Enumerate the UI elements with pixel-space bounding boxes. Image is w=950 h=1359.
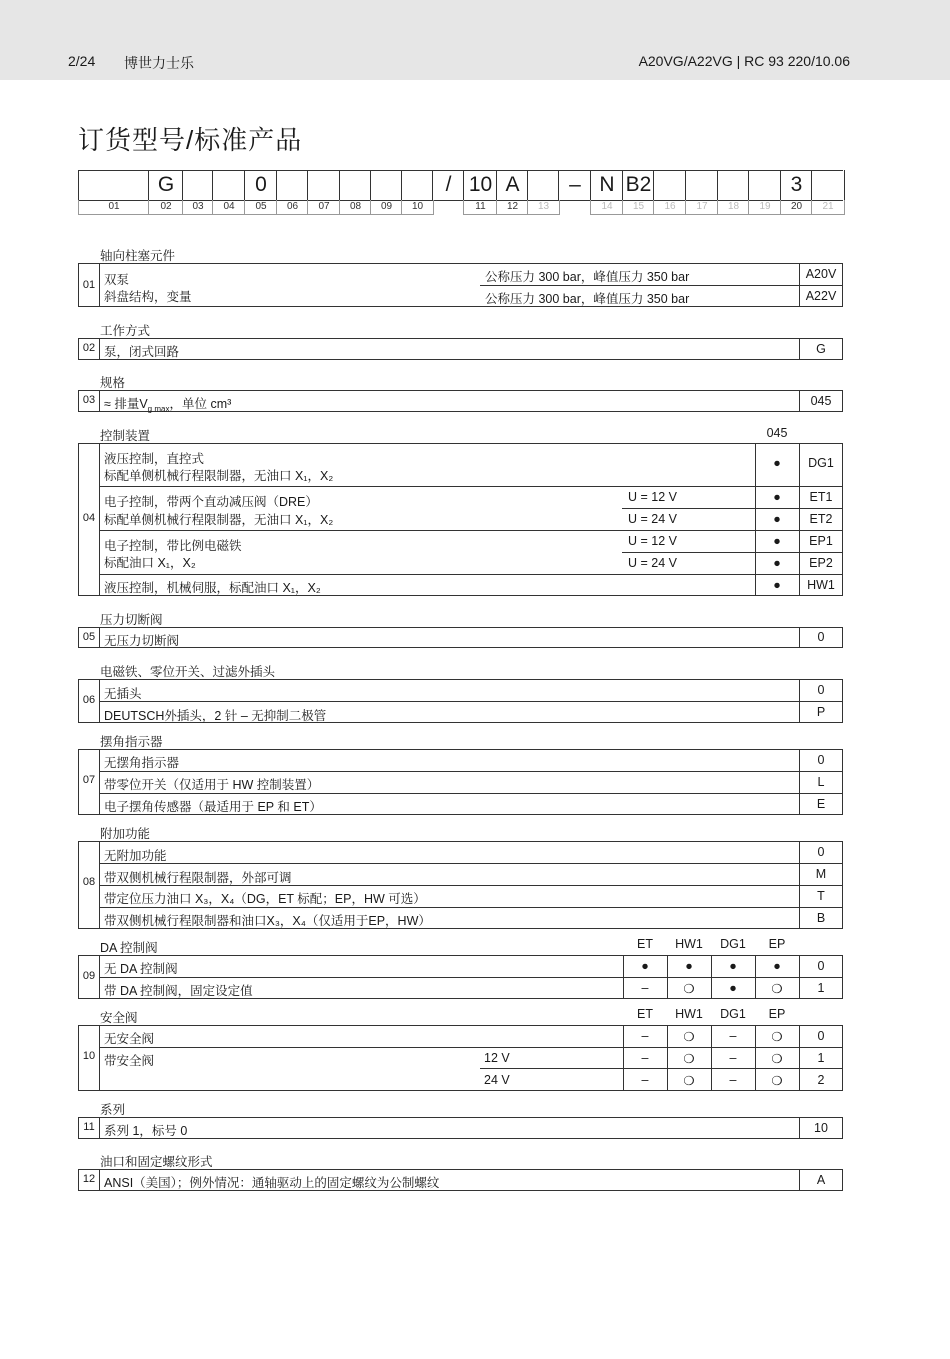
- s04-dg-line1: 液压控制，直控式: [104, 452, 205, 466]
- s09-r2-et: –: [641, 981, 649, 995]
- section-num-01: 01: [82, 279, 96, 291]
- page-header: [0, 0, 950, 80]
- section-num-04: 04: [82, 512, 96, 524]
- code-cell: 10: [463, 170, 497, 200]
- code-index-cell: 15: [622, 200, 654, 215]
- s06-line1: 无插头: [104, 687, 142, 701]
- s04-ep2-dot: ●: [773, 556, 781, 570]
- code-index-cell: 02: [148, 200, 183, 215]
- s08-code-0: 0: [799, 841, 843, 864]
- s08-line2: 带双侧机械行程限制器，外部可调: [104, 871, 292, 885]
- s10-head-et: ET: [637, 1007, 653, 1021]
- s04-ep-line1: 电子控制，带比例电磁铁: [104, 539, 242, 553]
- code-cell: [370, 170, 402, 200]
- code-index-cell: 17: [685, 200, 718, 215]
- section-title-01: 轴向柱塞元件: [100, 249, 176, 263]
- s08-code-m: M: [799, 863, 843, 886]
- s04-et-u1: U = 12 V: [628, 490, 677, 504]
- s04-code-dg1: DG1: [808, 456, 834, 470]
- code-index-cell: 07: [307, 200, 340, 215]
- s07-code-e: E: [799, 793, 843, 815]
- s04-et2-dot: ●: [773, 512, 781, 526]
- s10-voltage-24: 24 V: [484, 1073, 510, 1087]
- s04-hw-line1: 液压控制，机械伺服，标配油口 X₁，X₂: [104, 581, 321, 595]
- s09-head-dg1: DG1: [720, 937, 746, 951]
- s04-hw-dot: ●: [773, 578, 781, 592]
- s03-code: 045: [799, 390, 843, 412]
- s09-head-hw1: HW1: [675, 937, 703, 951]
- code-cell: 3: [780, 170, 812, 200]
- code-cell: [212, 170, 245, 200]
- code-cell: [78, 170, 149, 200]
- s04-col-header: 045: [766, 426, 788, 440]
- s04-et-line2: 标配单侧机械行程限制器，无油口 X₁，X₂: [104, 513, 334, 527]
- section-num-12: 12: [82, 1173, 96, 1185]
- code-index-cell: 13: [527, 200, 560, 215]
- section-num-02: 02: [82, 342, 96, 354]
- code-cell: G: [148, 170, 183, 200]
- s04-et-u2: U = 24 V: [628, 512, 677, 526]
- code-cell: [182, 170, 213, 200]
- section-title-12: 油口和固定螺纹形式: [100, 1155, 213, 1169]
- s10-r2-et: –: [641, 1051, 649, 1065]
- section-num-05: 05: [82, 631, 96, 643]
- code-index-cell: 08: [339, 200, 371, 215]
- section-title-11: 系列: [100, 1103, 126, 1117]
- s10-r3-ep: ❍: [771, 1074, 783, 1088]
- s07-line1: 无摆角指示器: [104, 756, 180, 770]
- section-title-09: DA 控制阀: [100, 941, 158, 955]
- code-cell: B2: [622, 170, 654, 200]
- s09-head-ep: EP: [768, 937, 786, 951]
- section-title-03: 规格: [100, 376, 126, 390]
- s10-voltage-12: 12 V: [484, 1051, 510, 1065]
- s09-r1-ep: ●: [773, 959, 781, 973]
- code-cell: [527, 170, 559, 200]
- code-index-cell: 14: [590, 200, 623, 215]
- s01-line2: 斜盘结构，变量: [104, 290, 192, 304]
- section-title-04: 控制装置: [100, 429, 151, 443]
- page-title: 订货型号/标准产品: [78, 125, 303, 155]
- s11-line1: 系列 1，标号 0: [104, 1124, 188, 1138]
- section-title-02: 工作方式: [100, 324, 151, 338]
- s04-ep-line2: 标配油口 X₁，X₂: [104, 556, 196, 570]
- code-index-cell: 19: [748, 200, 781, 215]
- s01-line1: 双泵: [104, 273, 130, 287]
- code-cell: –: [558, 170, 591, 200]
- s04-dg-line2: 标配单侧机械行程限制器，无油口 X₁，X₂: [104, 469, 334, 483]
- code-cell: [685, 170, 718, 200]
- s09-r2-dg1: ●: [729, 981, 737, 995]
- s12-line1: ANSI（美国）；例外情况：通轴驱动上的固定螺纹为公制螺纹: [104, 1176, 440, 1190]
- code-cell: 0: [244, 170, 277, 200]
- s10-head-hw1: HW1: [675, 1007, 703, 1021]
- section-num-11: 11: [83, 1121, 95, 1133]
- code-cell: /: [432, 170, 464, 200]
- s10-r1-hw1: ❍: [683, 1030, 695, 1044]
- s10-r3-hw1: ❍: [683, 1074, 695, 1088]
- code-index-cell: 05: [244, 200, 277, 215]
- s06-code-0: 0: [799, 679, 843, 702]
- s04-code-hw1: HW1: [807, 578, 835, 592]
- section-title-06: 电磁铁、零位开关、过滤外插头: [100, 665, 276, 679]
- s01-row2-text: 公称压力 300 bar，峰值压力 350 bar: [485, 292, 690, 306]
- code-index-cell: 09: [370, 200, 402, 215]
- s06-line2: DEUTSCH外插头，2 针 – 无抑制二极管: [104, 709, 327, 723]
- company-name: 博世力士乐: [124, 55, 194, 71]
- s04-code-et1: ET1: [809, 490, 833, 504]
- s10-r1-dg1: –: [729, 1029, 737, 1043]
- s10-line1: 无安全阀: [104, 1032, 155, 1046]
- code-index-cell: 12: [496, 200, 528, 215]
- s10-r2-dg1: –: [729, 1051, 737, 1065]
- code-index-cell: 18: [717, 200, 749, 215]
- section-title-05: 压力切断阀: [100, 613, 163, 627]
- s05-code: 0: [799, 627, 843, 648]
- s02-line1: 泵，闭式回路: [104, 345, 180, 359]
- s09-r1-dg1: ●: [729, 959, 737, 973]
- section-num-10: 10: [82, 1050, 96, 1062]
- s10-head-ep: EP: [768, 1007, 786, 1021]
- s12-code: A: [799, 1169, 843, 1191]
- s02-code: G: [799, 338, 843, 360]
- s10-code-1: 1: [817, 1051, 825, 1065]
- s09-line2: 带 DA 控制阀，固定设定值: [104, 984, 253, 998]
- s10-r2-ep: ❍: [771, 1052, 783, 1066]
- s04-ep1-dot: ●: [773, 534, 781, 548]
- section-title-07: 摆角指示器: [100, 735, 163, 749]
- s04-et1-dot: ●: [773, 490, 781, 504]
- code-cell: [811, 170, 845, 200]
- s10-code-2: 2: [817, 1073, 825, 1087]
- code-cell: A: [496, 170, 528, 200]
- code-index-cell: 10: [401, 200, 434, 215]
- s07-line3: 电子摆角传感器（最适用于 EP 和 ET）: [104, 800, 322, 814]
- code-index-cell: 11: [463, 200, 497, 215]
- s08-code-t: T: [799, 885, 843, 908]
- doc-reference: A20VG/A22VG | RC 93 220/10.06: [638, 53, 850, 69]
- code-cell: [653, 170, 686, 200]
- s01-code-a22v: A22V: [799, 285, 843, 307]
- s09-r1-hw1: ●: [685, 959, 693, 973]
- code-index-cell: 21: [811, 200, 845, 215]
- s07-code-0: 0: [799, 749, 843, 772]
- s07-code-l: L: [799, 771, 843, 794]
- s10-r1-ep: ❍: [771, 1030, 783, 1044]
- s08-line3: 带定位压力油口 X₃，X₄（DG，ET 标配；EP，HW 可选）: [104, 892, 426, 906]
- code-cell: [276, 170, 308, 200]
- code-index-cell: 20: [780, 200, 812, 215]
- section-num-08: 08: [82, 876, 96, 888]
- section-num-07: 07: [82, 774, 96, 786]
- s04-dg-dot: ●: [773, 456, 781, 470]
- code-cell: N: [590, 170, 623, 200]
- s07-line2: 带零位开关（仅适用于 HW 控制装置）: [104, 778, 320, 792]
- section-title-08: 附加功能: [100, 827, 151, 841]
- s11-code: 10: [799, 1117, 843, 1139]
- s04-et-line1: 电子控制，带两个直动减压阀（DRE）: [104, 495, 318, 509]
- section-num-03: 03: [82, 394, 96, 406]
- s08-code-b: B: [799, 907, 843, 929]
- s10-head-dg1: DG1: [720, 1007, 746, 1021]
- code-cell: [748, 170, 781, 200]
- section-title-10: 安全阀: [100, 1011, 138, 1025]
- s10-code-0: 0: [817, 1029, 825, 1043]
- code-index-cell: 01: [78, 200, 149, 215]
- s01-row1-text: 公称压力 300 bar，峰值压力 350 bar: [485, 270, 690, 284]
- s08-line1: 无附加功能: [104, 849, 167, 863]
- s09-line1: 无 DA 控制阀: [104, 962, 178, 976]
- s10-line2: 带安全阀: [104, 1054, 155, 1068]
- s10-r1-et: –: [641, 1029, 649, 1043]
- s09-head-et: ET: [637, 937, 653, 951]
- s09-code-1: 1: [817, 981, 825, 995]
- s09-r1-et: ●: [641, 959, 649, 973]
- code-index-cell: 16: [653, 200, 686, 215]
- s10-r2-hw1: ❍: [683, 1052, 695, 1066]
- page-number: 2/24: [68, 53, 96, 69]
- s04-code-ep2: EP2: [809, 556, 833, 570]
- s05-line1: 无压力切断阀: [104, 634, 180, 648]
- code-cell: [401, 170, 433, 200]
- code-index-cell: 06: [276, 200, 308, 215]
- s04-ep-u2: U = 24 V: [628, 556, 677, 570]
- code-index-cell: 03: [182, 200, 213, 215]
- code-index-cell: 04: [212, 200, 245, 215]
- s01-code-a20v: A20V: [799, 263, 843, 286]
- s04-ep-u1: U = 12 V: [628, 534, 677, 548]
- s09-r2-hw1: ❍: [683, 982, 695, 996]
- code-cell: [339, 170, 371, 200]
- s10-r3-dg1: –: [729, 1073, 737, 1087]
- s09-code-0: 0: [817, 959, 825, 973]
- s04-code-ep1: EP1: [809, 534, 833, 548]
- code-cell: [307, 170, 340, 200]
- s08-line4: 带双侧机械行程限制器和油口X₃，X₄（仅适用于EP，HW）: [104, 914, 431, 928]
- section-num-09: 09: [82, 970, 96, 982]
- section-num-06: 06: [82, 694, 96, 706]
- s04-code-et2: ET2: [809, 512, 833, 526]
- code-cell: [717, 170, 749, 200]
- s10-r3-et: –: [641, 1073, 649, 1087]
- s06-code-p: P: [799, 701, 843, 723]
- s03-line1: ≈ 排量$V_{g max}$，单位 cm³: [104, 397, 232, 414]
- s09-r2-ep: ❍: [771, 982, 783, 996]
